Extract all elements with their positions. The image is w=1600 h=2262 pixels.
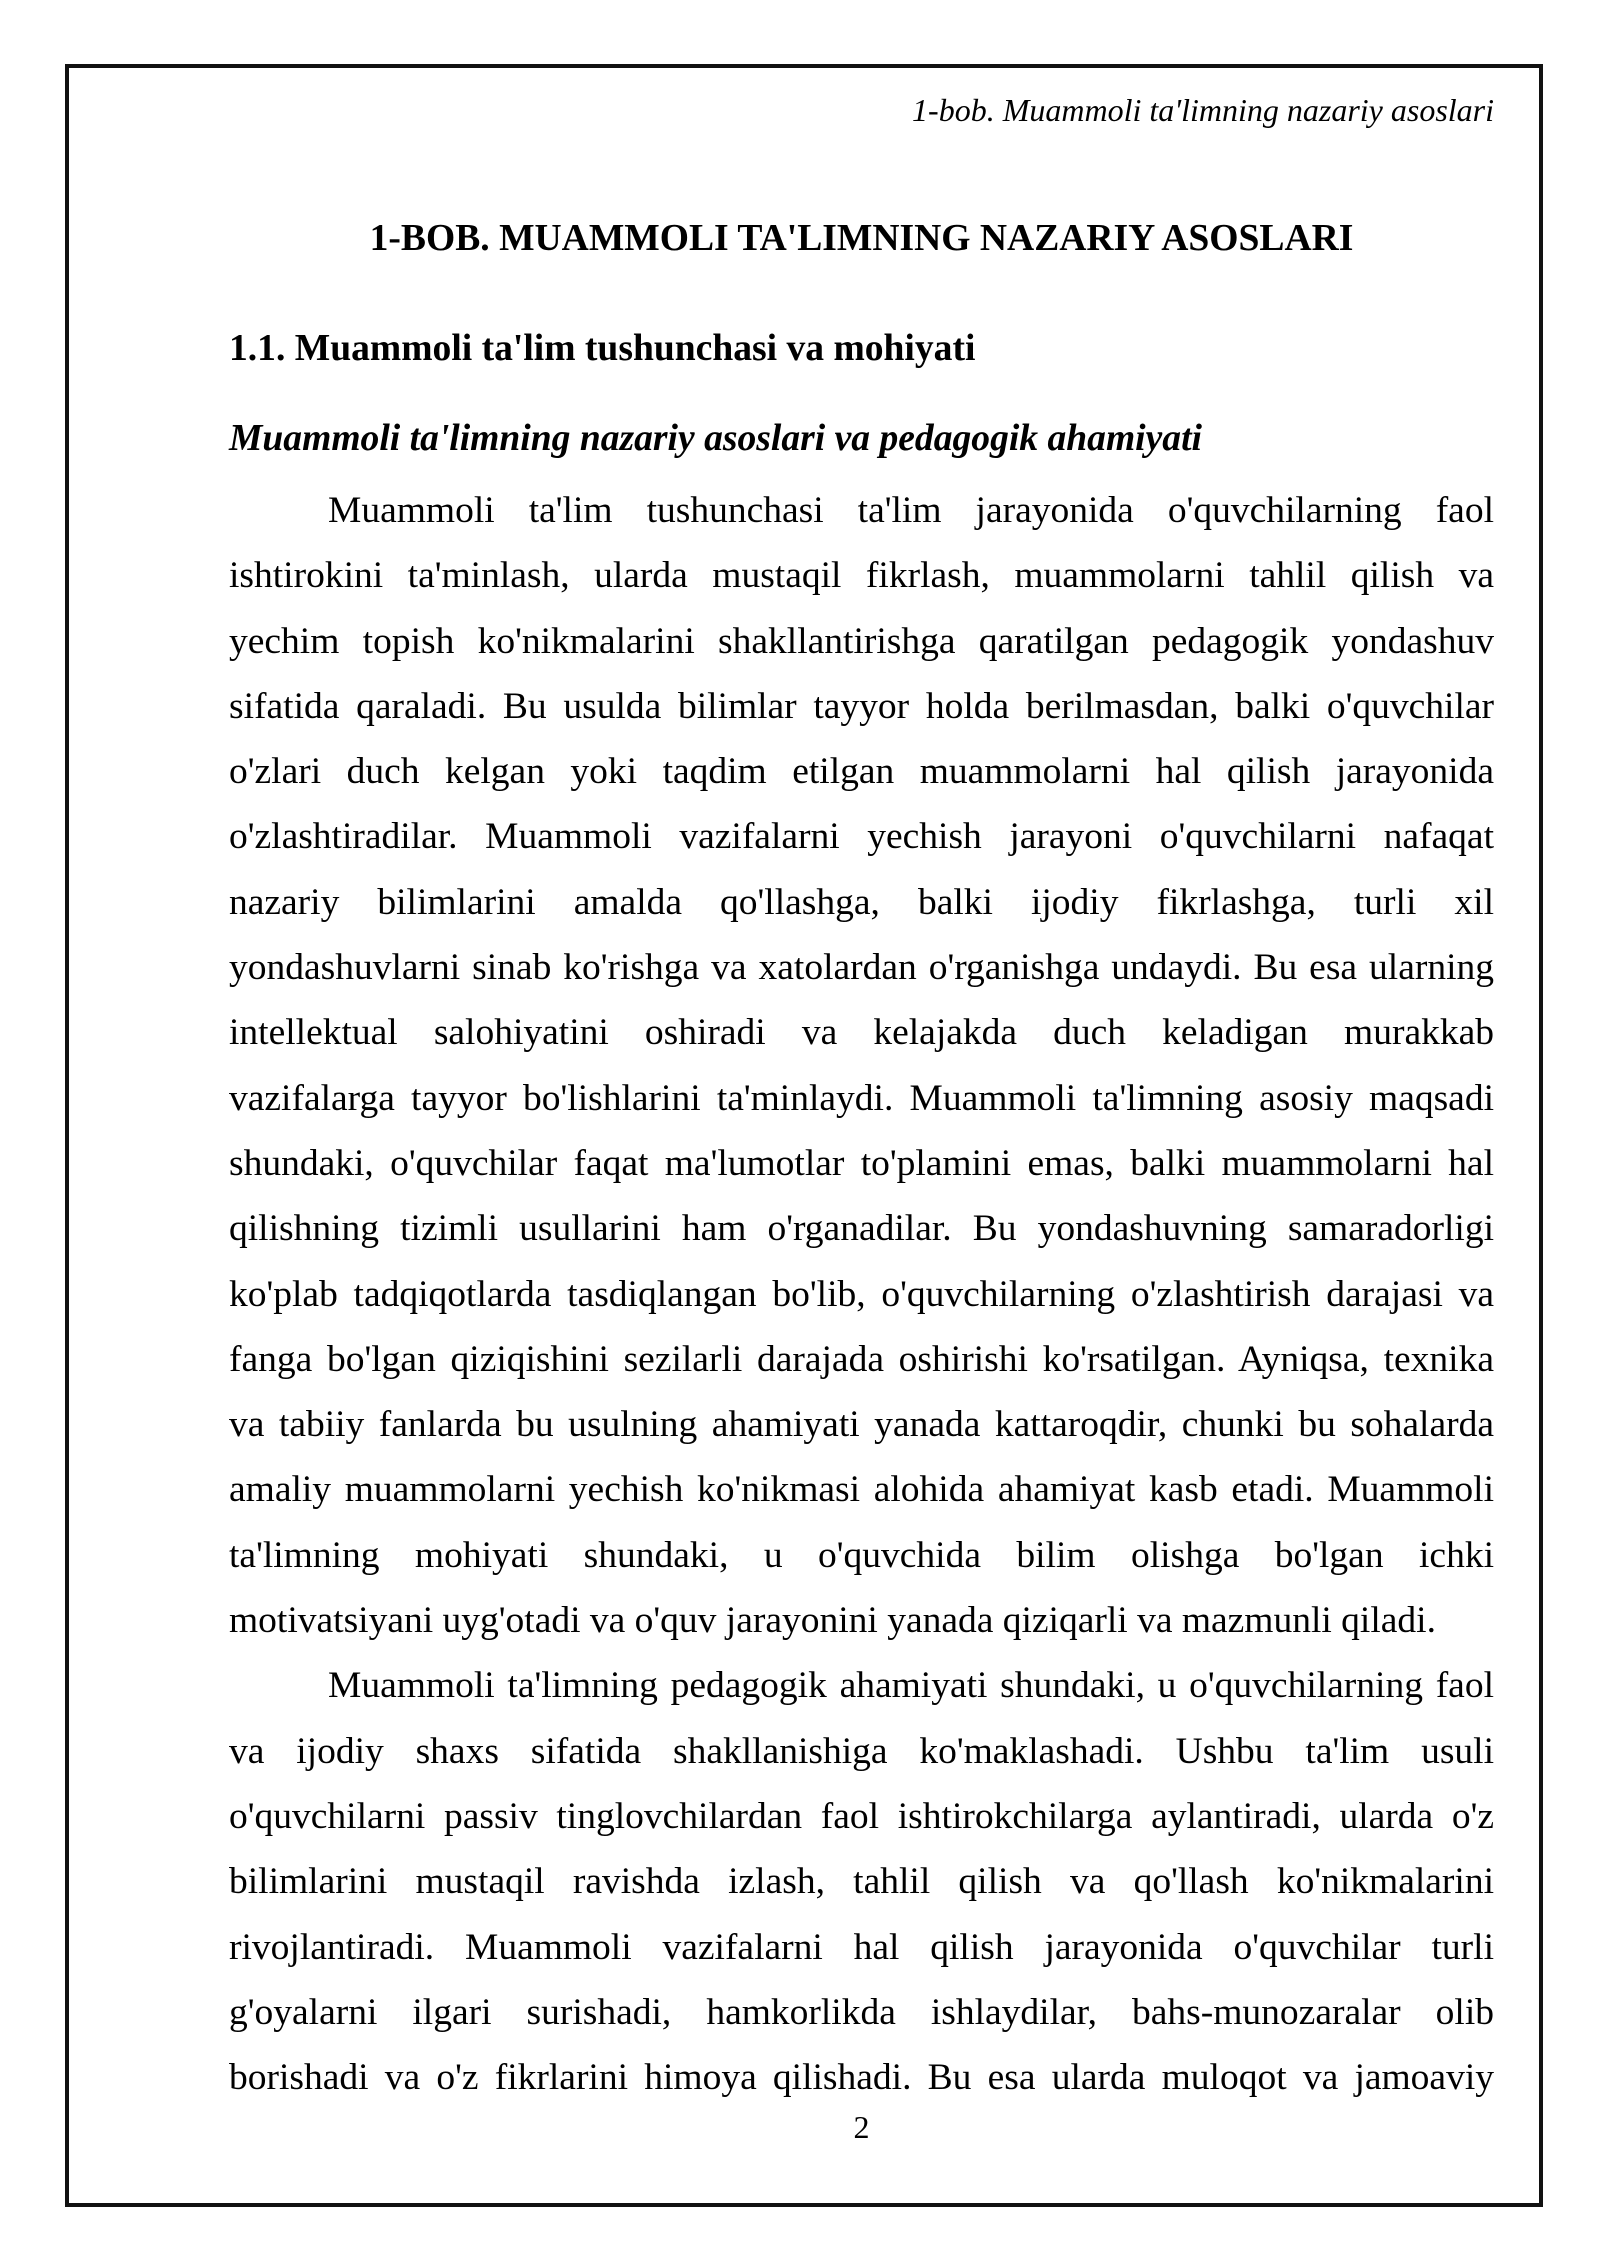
subsection-title: Muammoli ta'limning nazariy asoslari va pedagogik ahamiyati [229, 418, 1202, 459]
chapter-title: 1-BOB. MUAMMOLI TA'LIMNING NAZARIY ASOSLARI [369, 218, 1354, 259]
text-line: o'zlari duch kelgan yoki taqdim etilgan muammolarni hal qilish jarayonida [229, 751, 1494, 793]
text-line: bilimlarini mustaqil ravishda izlash, tahlil qilish va qo'llash ko'nikmalarini [229, 1861, 1494, 1903]
text-line: o'zlashtiradilar. Muammoli vazifalarni yechish jarayoni o'quvchilarni nafaqat [229, 816, 1494, 858]
page-number: 2 [853, 2109, 870, 2145]
text-line: nazariy bilimlarini amalda qo'llashga, balki ijodiy fikrlashga, turli xil [229, 881, 1494, 923]
running-header: 1-bob. Muammoli ta'limning nazariy asoslari [912, 92, 1494, 128]
text-line: Muammoli ta'limning pedagogik ahamiyati shundaki, u o'quvchilarning faol [328, 1665, 1494, 1707]
text-line: va tabiiy fanlarda bu usulning ahamiyati yanada kattaroqdir, chunki bu sohalarda [229, 1404, 1494, 1446]
text-line: ko'plab tadqiqotlarda tasdiqlangan bo'lib, o'quvchilarning o'zlashtirish darajasi va [229, 1273, 1494, 1315]
body-text [229, 478, 1494, 2110]
text-line: qilishning tizimli usullarini ham o'rganadilar. Bu yondashuvning samaradorligi [229, 1208, 1494, 1250]
text-line: ishtirokini ta'minlash, ularda mustaqil fikrlash, muammolarni tahlil qilish va [229, 555, 1494, 597]
text-line: va ijodiy shaxs sifatida shakllanishiga ko'maklashadi. Ushbu ta'lim usuli [229, 1730, 1494, 1772]
text-line: Muammoli ta'lim tushunchasi ta'lim jarayonida o'quvchilarning faol [328, 490, 1494, 531]
section-title: 1.1. Muammoli ta'lim tushunchasi va mohiyati [229, 328, 976, 369]
text-line: o'quvchilarni passiv tinglovchilardan faol ishtirokchilarga aylantiradi, ularda o'z [229, 1795, 1494, 1837]
text-line: borishadi va o'z fikrlarini himoya qilishadi. Bu esa ularda muloqot va jamoaviy [229, 2057, 1494, 2099]
paragraph-2 [229, 1653, 1494, 2110]
text-line: yondashuvlarni sinab ko'rishga va xatolardan o'rganishga undaydi. Bu esa ularning [229, 947, 1494, 989]
text-line: g'oyalarni ilgari surishadi, hamkorlikda ishlaydilar, bahs-munozaralar olib [229, 1991, 1494, 2033]
text-line: amaliy muammolarni yechish ko'nikmasi alohida ahamiyat kasb etadi. Muammoli [229, 1469, 1494, 1511]
text-line: intellektual salohiyatini oshiradi va kelajakda duch keladigan murakkab [229, 1012, 1494, 1054]
paragraph-1 [229, 478, 1494, 1653]
text-line: vazifalarga tayyor bo'lishlarini ta'minlaydi. Muammoli ta'limning asosiy maqsadi [229, 1077, 1494, 1119]
text-line: motivatsiyani uyg'otadi va o'quv jarayonini yanada qiziqarli va mazmunli qiladi. [229, 1600, 1436, 1642]
text-line: fanga bo'lgan qiziqishini sezilarli darajada oshirishi ko'rsatilgan. Ayniqsa, texnika [229, 1338, 1494, 1380]
text-line: shundaki, o'quvchilar faqat ma'lumotlar to'plamini emas, balki muammolarni hal [229, 1142, 1494, 1184]
text-line: rivojlantiradi. Muammoli vazifalarni hal qilish jarayonida o'quvchilar turli [229, 1926, 1494, 1968]
text-line: yechim topish ko'nikmalarini shakllantirishga qaratilgan pedagogik yondashuv [229, 620, 1494, 662]
text-line: sifatida qaraladi. Bu usulda bilimlar tayyor holda berilmasdan, balki o'quvchilar [229, 685, 1494, 727]
text-line: ta'limning mohiyati shundaki, u o'quvchida bilim olishga bo'lgan ichki [229, 1534, 1494, 1576]
